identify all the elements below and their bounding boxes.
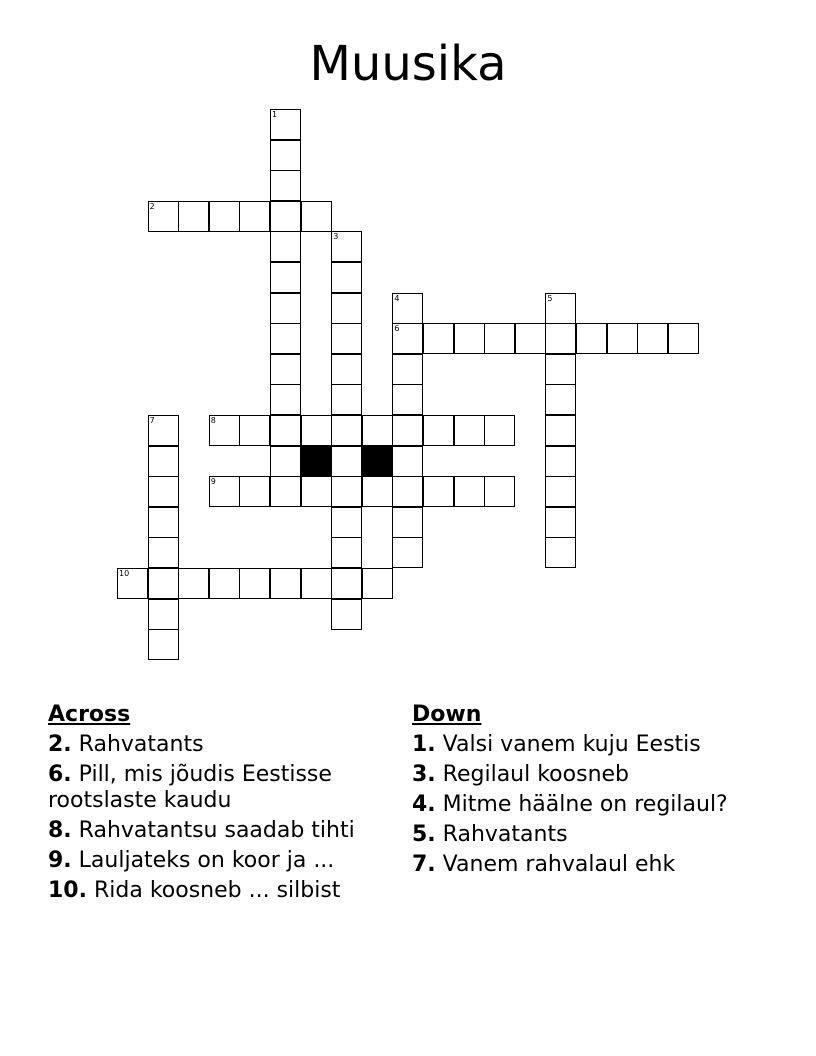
grid-cell[interactable]: [270, 415, 301, 446]
grid-cell[interactable]: [270, 476, 301, 507]
grid-cell[interactable]: [331, 415, 362, 446]
grid-cell[interactable]: [148, 629, 179, 660]
grid-cell[interactable]: [331, 384, 362, 415]
down-clue: 3. Regilaul koosneb: [412, 762, 630, 787]
grid-cell[interactable]: [331, 568, 362, 599]
grid-cell[interactable]: [239, 568, 270, 599]
grid-cell[interactable]: [392, 384, 423, 415]
grid-cell[interactable]: [545, 323, 576, 354]
grid-cell[interactable]: [270, 262, 301, 293]
grid-cell[interactable]: [331, 323, 362, 354]
grid-cell[interactable]: [239, 201, 270, 232]
grid-cell[interactable]: [392, 293, 423, 324]
grid-cell[interactable]: [331, 231, 362, 262]
grid-cell[interactable]: [331, 537, 362, 568]
grid-cell[interactable]: [301, 201, 332, 232]
grid-cell[interactable]: [545, 476, 576, 507]
black-cell: [362, 446, 393, 477]
clue-number: 4: [394, 293, 400, 303]
grid-cell[interactable]: [331, 446, 362, 477]
grid-cell[interactable]: [270, 109, 301, 140]
clue-number: 10: [119, 569, 130, 578]
grid-cell[interactable]: [484, 476, 515, 507]
grid-cell[interactable]: [331, 476, 362, 507]
grid-cell[interactable]: [270, 140, 301, 171]
grid-cell[interactable]: [637, 323, 668, 354]
grid-cell[interactable]: [270, 170, 301, 201]
grid-cell[interactable]: [148, 599, 179, 630]
clue-number: 7: [149, 416, 155, 425]
grid-cell[interactable]: [117, 568, 148, 599]
grid-cell[interactable]: [545, 415, 576, 446]
black-cell: [301, 446, 332, 477]
grid-cell[interactable]: [545, 537, 576, 568]
grid-cell[interactable]: [423, 323, 454, 354]
grid-cell[interactable]: [392, 476, 423, 507]
down-heading: Down: [412, 702, 482, 727]
grid-cell[interactable]: [392, 354, 423, 385]
clue-number: 2: [149, 201, 155, 211]
grid-cell[interactable]: [423, 476, 454, 507]
grid-cell[interactable]: [270, 384, 301, 415]
clue-number: 6: [394, 324, 400, 334]
grid-cell[interactable]: [454, 476, 485, 507]
grid-cell[interactable]: [362, 476, 393, 507]
across-clue: 10. Rida koosneb ... silbist: [48, 878, 341, 903]
grid-cell[interactable]: [209, 415, 240, 446]
grid-cell[interactable]: [331, 262, 362, 293]
grid-cell[interactable]: [239, 415, 270, 446]
page-title: Muusika: [309, 36, 507, 92]
down-clue: 4. Mitme häälne on regilaul?: [412, 792, 728, 817]
grid-cell[interactable]: [148, 446, 179, 477]
grid-cell[interactable]: [484, 415, 515, 446]
grid-cell[interactable]: [301, 568, 332, 599]
grid-cell[interactable]: [209, 201, 240, 232]
across-clue: 9. Lauljateks on koor ja ...: [48, 848, 335, 873]
across-heading: Across: [48, 702, 131, 727]
grid-cell[interactable]: [545, 507, 576, 538]
clue-number: 3: [333, 232, 339, 242]
grid-cell[interactable]: [454, 323, 485, 354]
across-clues: [48, 702, 388, 908]
grid-cell[interactable]: [209, 568, 240, 599]
grid-cell[interactable]: [607, 323, 638, 354]
grid-cell[interactable]: [148, 415, 179, 446]
grid-cell[interactable]: [301, 415, 332, 446]
clue-number: 8: [210, 416, 216, 425]
grid-cell[interactable]: [331, 354, 362, 385]
down-clues: [412, 702, 772, 882]
grid-cell[interactable]: [362, 415, 393, 446]
grid-cell[interactable]: [148, 568, 179, 599]
grid-cell[interactable]: [515, 323, 546, 354]
grid-cell[interactable]: [270, 201, 301, 232]
across-clue: 6. Pill, mis jõudis Eestisse rootslaste kaudu: [48, 762, 332, 813]
grid-cell[interactable]: [270, 293, 301, 324]
grid-cell[interactable]: [331, 507, 362, 538]
grid-cell[interactable]: [178, 201, 209, 232]
grid-cell[interactable]: [484, 323, 515, 354]
grid-cell[interactable]: [331, 599, 362, 630]
grid-cell[interactable]: [545, 354, 576, 385]
down-clue: 5. Rahvatants: [412, 822, 568, 847]
grid-cell[interactable]: [148, 201, 179, 232]
grid-cell[interactable]: [331, 293, 362, 324]
grid-cell[interactable]: [270, 323, 301, 354]
grid-cell[interactable]: [148, 537, 179, 568]
grid-cell[interactable]: [454, 415, 485, 446]
grid-cell[interactable]: [178, 568, 209, 599]
grid-cell[interactable]: [392, 507, 423, 538]
grid-cell[interactable]: [392, 537, 423, 568]
grid-cell[interactable]: [392, 323, 423, 354]
grid-cell[interactable]: [148, 507, 179, 538]
grid-cell[interactable]: [301, 476, 332, 507]
grid-cell[interactable]: [668, 323, 699, 354]
down-clue: 7. Vanem rahvalaul ehk: [412, 852, 676, 877]
clue-number: 1: [272, 110, 278, 119]
grid-cell[interactable]: [148, 476, 179, 507]
grid-cell[interactable]: [209, 476, 240, 507]
grid-cell[interactable]: [270, 446, 301, 477]
grid-cell[interactable]: [545, 293, 576, 324]
grid-cell[interactable]: [270, 568, 301, 599]
grid-cell[interactable]: [362, 568, 393, 599]
down-clue: 1. Valsi vanem kuju Eestis: [412, 732, 701, 757]
grid-cell[interactable]: [392, 446, 423, 477]
across-clue: 2. Rahvatants: [48, 732, 204, 757]
grid-cell[interactable]: [423, 415, 454, 446]
clue-number: 9: [210, 477, 216, 487]
grid-cell[interactable]: [545, 384, 576, 415]
clue-number: 5: [547, 293, 553, 303]
grid-cell[interactable]: [576, 323, 607, 354]
grid-cell[interactable]: [270, 231, 301, 262]
grid-cell[interactable]: [270, 354, 301, 385]
grid-cell[interactable]: [545, 446, 576, 477]
grid-cell[interactable]: [239, 476, 270, 507]
across-clue: 8. Rahvatantsu saadab tihti: [48, 818, 355, 843]
grid-cell[interactable]: [392, 415, 423, 446]
